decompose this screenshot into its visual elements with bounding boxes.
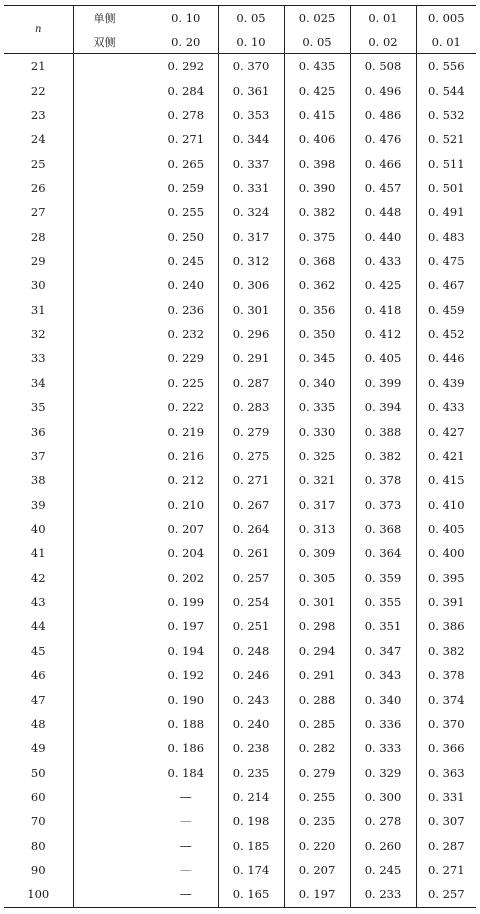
alpha-two-sided: 0. 10 (218, 30, 284, 54)
critical-value-cell: 0. 188 (167, 716, 205, 731)
critical-value-cell: 0. 246 (218, 663, 284, 687)
critical-value-cell: 0. 412 (350, 322, 416, 346)
critical-value-cell: 0. 378 (416, 663, 476, 687)
critical-value-cell: 0. 459 (416, 298, 476, 322)
table-row (4, 54, 476, 79)
critical-value-cell: 0. 496 (350, 78, 416, 102)
table-row (4, 760, 476, 784)
critical-value-cell: 0. 351 (350, 614, 416, 638)
critical-value-cell: 0. 271 (218, 468, 284, 492)
critical-value-cell: 0. 312 (218, 249, 284, 273)
critical-value-cell: 0. 388 (350, 419, 416, 443)
tail-spacer-cell (73, 127, 154, 151)
critical-value-cell: 0. 255 (167, 205, 205, 220)
critical-value-cell: 0. 405 (350, 346, 416, 370)
critical-value-cell: 0. 333 (350, 736, 416, 760)
critical-value-cell: 0. 255 (284, 785, 350, 809)
critical-value-cell: 0. 368 (284, 249, 350, 273)
critical-value-cell: 0. 240 (167, 278, 205, 293)
critical-value-cell: 0. 415 (416, 468, 476, 492)
one-sided-label: 单侧 (73, 6, 154, 31)
tail-spacer-cell (73, 371, 154, 395)
sample-size-cell: 45 (30, 643, 46, 658)
critical-value-cell: 0. 556 (416, 54, 476, 79)
critical-value-cell: 0. 245 (350, 858, 416, 882)
table-row (4, 395, 476, 419)
critical-value-cell: 0. 185 (218, 834, 284, 858)
critical-value-cell: 0. 233 (350, 882, 416, 907)
sample-size-cell: 36 (30, 424, 46, 439)
sample-size-cell: 24 (30, 132, 46, 147)
table-row (4, 322, 476, 346)
table-row (4, 200, 476, 224)
tail-spacer-cell (73, 834, 154, 858)
critical-value-cell: 0. 214 (218, 785, 284, 809)
tail-spacer-cell (73, 322, 154, 346)
tail-spacer-cell (73, 882, 154, 907)
critical-value-cell: 0. 398 (284, 151, 350, 175)
sample-size-cell: 35 (30, 400, 46, 415)
critical-values-table (4, 5, 476, 908)
critical-value-cell: 0. 347 (350, 639, 416, 663)
critical-value-cell: 0. 400 (416, 541, 476, 565)
critical-value-cell: 0. 296 (218, 322, 284, 346)
critical-value-cell: 0. 220 (284, 834, 350, 858)
table-row (4, 882, 476, 907)
critical-value-cell: 0. 440 (350, 225, 416, 249)
critical-value-cell: 0. 229 (167, 351, 205, 366)
critical-value-cell: 0. 336 (350, 712, 416, 736)
critical-value-cell: 0. 275 (218, 444, 284, 468)
tail-spacer-cell (73, 78, 154, 102)
critical-value-cell: 0. 301 (218, 298, 284, 322)
table-row (4, 273, 476, 297)
critical-value-cell: — (179, 838, 192, 853)
sample-size-cell: 90 (30, 863, 46, 878)
critical-value-cell: 0. 331 (218, 176, 284, 200)
sample-size-cell: 100 (4, 882, 73, 907)
sample-size-cell: 33 (30, 351, 46, 366)
table-row (4, 103, 476, 127)
tail-spacer-cell (73, 273, 154, 297)
critical-value-cell: 0. 345 (284, 346, 350, 370)
critical-value-cell: 0. 356 (284, 298, 350, 322)
critical-value-cell: 0. 374 (416, 687, 476, 711)
tail-spacer-cell (73, 736, 154, 760)
critical-value-cell: 0. 271 (167, 132, 205, 147)
critical-value-cell: 0. 207 (167, 522, 205, 536)
tail-spacer-cell (73, 54, 154, 79)
table-row (4, 614, 476, 638)
table-row (4, 371, 476, 395)
critical-value-cell: 0. 261 (218, 541, 284, 565)
critical-value-cell: 0. 235 (218, 760, 284, 784)
critical-value-cell: 0. 202 (167, 570, 205, 585)
critical-value-cell: 0. 238 (218, 736, 284, 760)
sample-size-cell: 38 (30, 473, 46, 488)
critical-value-cell: 0. 282 (284, 736, 350, 760)
critical-value-cell: — (179, 789, 192, 804)
critical-value-cell: 0. 225 (167, 375, 205, 390)
table-row (4, 517, 476, 541)
sample-size-cell: 31 (30, 302, 46, 317)
critical-value-cell: 0. 373 (350, 492, 416, 516)
critical-value-cell: 0. 466 (350, 151, 416, 175)
critical-value-cell: 0. 448 (350, 200, 416, 224)
critical-value-cell: 0. 192 (167, 668, 205, 683)
critical-value-cell: — (179, 863, 192, 878)
sample-size-cell: 32 (30, 327, 46, 342)
critical-value-cell: 0. 375 (284, 225, 350, 249)
n-column-header: n (4, 6, 73, 54)
critical-value-cell: 0. 394 (350, 395, 416, 419)
sample-size-cell: 29 (30, 254, 46, 269)
critical-value-cell: 0. 278 (350, 809, 416, 833)
alpha-one-sided: 0. 025 (284, 6, 350, 31)
table-row (4, 785, 476, 809)
critical-value-cell: 0. 340 (284, 371, 350, 395)
critical-value-cell: 0. 486 (350, 103, 416, 127)
table-row (4, 541, 476, 565)
critical-value-cell: 0. 361 (218, 78, 284, 102)
critical-value-cell: 0. 288 (284, 687, 350, 711)
sample-size-cell: 40 (30, 522, 46, 536)
critical-value-cell: 0. 271 (416, 858, 476, 882)
sample-size-cell: 27 (30, 205, 46, 220)
table-row (4, 492, 476, 516)
critical-value-cell: 0. 439 (416, 371, 476, 395)
critical-value-cell: 0. 452 (416, 322, 476, 346)
critical-value-cell: 0. 382 (350, 444, 416, 468)
critical-value-cell: 0. 508 (350, 54, 416, 79)
sample-size-cell: 23 (30, 107, 46, 122)
sample-size-cell: 47 (30, 692, 46, 707)
alpha-two-sided: 0. 02 (350, 30, 416, 54)
sample-size-cell: 30 (30, 278, 46, 293)
tail-spacer-cell (73, 590, 154, 614)
critical-value-cell: 0. 362 (284, 273, 350, 297)
critical-value-cell: 0. 194 (167, 643, 205, 658)
tail-spacer-cell (73, 712, 154, 736)
critical-value-cell: 0. 382 (284, 200, 350, 224)
alpha-two-sided: 0. 20 (154, 30, 218, 54)
critical-value-cell: 0. 418 (350, 298, 416, 322)
sample-size-cell: 37 (30, 448, 46, 463)
table-row (4, 225, 476, 249)
tail-spacer-cell (73, 639, 154, 663)
table-row (4, 687, 476, 711)
critical-value-cell: 0. 222 (167, 400, 205, 415)
critical-value-cell: 0. 243 (218, 687, 284, 711)
critical-value-cell: 0. 405 (416, 517, 476, 541)
tail-spacer-cell (73, 249, 154, 273)
critical-value-cell: 0. 284 (167, 83, 205, 98)
table-row (4, 346, 476, 370)
table-row (4, 834, 476, 858)
critical-value-cell: 0. 363 (416, 760, 476, 784)
critical-value-cell: 0. 476 (350, 127, 416, 151)
table-row (4, 419, 476, 443)
critical-value-cell: 0. 300 (350, 785, 416, 809)
critical-value-cell: 0. 279 (218, 419, 284, 443)
table-row (4, 736, 476, 760)
critical-value-cell: 0. 386 (416, 614, 476, 638)
tail-spacer-cell (73, 517, 154, 541)
table-row (4, 663, 476, 687)
critical-value-cell: 0. 370 (416, 712, 476, 736)
critical-value-cell: 0. 240 (218, 712, 284, 736)
critical-value-cell: 0. 285 (284, 712, 350, 736)
critical-value-cell: 0. 532 (416, 103, 476, 127)
critical-value-cell: — (179, 814, 192, 829)
critical-value-cell: 0. 353 (218, 103, 284, 127)
table-row (4, 298, 476, 322)
critical-value-cell: 0. 410 (416, 492, 476, 516)
critical-value-cell: 0. 309 (284, 541, 350, 565)
critical-value-cell: 0. 321 (284, 468, 350, 492)
critical-value-cell: 0. 283 (218, 395, 284, 419)
critical-value-cell: 0. 232 (167, 327, 205, 342)
critical-value-cell: 0. 198 (218, 809, 284, 833)
tail-spacer-cell (73, 858, 154, 882)
critical-value-cell: 0. 260 (350, 834, 416, 858)
alpha-one-sided: 0. 005 (416, 6, 476, 31)
critical-value-cell: 0. 337 (218, 151, 284, 175)
sample-size-cell: 70 (30, 814, 46, 829)
tail-spacer-cell (73, 614, 154, 638)
critical-value-cell: 0. 421 (416, 444, 476, 468)
critical-value-cell: 0. 521 (416, 127, 476, 151)
alpha-one-sided: 0. 05 (218, 6, 284, 31)
table-row (4, 858, 476, 882)
sample-size-cell: 60 (30, 789, 46, 804)
critical-value-cell: 0. 340 (350, 687, 416, 711)
critical-value-cell: 0. 457 (350, 176, 416, 200)
critical-value-cell: 0. 331 (416, 785, 476, 809)
critical-value-cell: 0. 483 (416, 225, 476, 249)
critical-value-cell: 0. 307 (416, 809, 476, 833)
critical-value-cell: 0. 235 (284, 809, 350, 833)
critical-value-cell: 0. 368 (350, 517, 416, 541)
table-row (4, 249, 476, 273)
tail-spacer-cell (73, 492, 154, 516)
table-row (4, 468, 476, 492)
critical-value-cell: 0. 378 (350, 468, 416, 492)
sample-size-cell: 34 (30, 375, 46, 390)
critical-value-cell: 0. 278 (167, 107, 205, 122)
tail-spacer-cell (73, 566, 154, 590)
critical-value-cell: 0. 291 (218, 346, 284, 370)
critical-value-cell: 0. 184 (167, 765, 205, 780)
critical-value-cell: 0. 251 (218, 614, 284, 638)
critical-value-cell: 0. 425 (350, 273, 416, 297)
critical-value-cell: 0. 248 (218, 639, 284, 663)
sample-size-cell: 28 (30, 229, 46, 244)
sample-size-cell: 21 (30, 59, 46, 74)
critical-value-cell: 0. 265 (167, 156, 205, 171)
critical-value-cell: 0. 245 (167, 254, 205, 269)
sample-size-cell: 26 (30, 180, 46, 195)
sample-size-cell: 39 (30, 497, 46, 512)
tail-spacer-cell (73, 419, 154, 443)
critical-value-cell: 0. 190 (167, 692, 205, 707)
critical-value-cell: 0. 317 (218, 225, 284, 249)
table-row (4, 590, 476, 614)
critical-value-cell: 0. 287 (416, 834, 476, 858)
critical-value-cell: 0. 210 (167, 497, 205, 512)
sample-size-cell: 25 (30, 156, 46, 171)
critical-value-cell: 0. 197 (167, 619, 205, 634)
critical-value-cell: 0. 317 (284, 492, 350, 516)
critical-value-cell: 0. 292 (167, 59, 205, 74)
alpha-one-sided: 0. 10 (154, 6, 218, 31)
sample-size-cell: 42 (30, 570, 46, 585)
sample-size-cell: 48 (30, 716, 46, 731)
critical-value-cell: 0. 425 (284, 78, 350, 102)
critical-value-cell: 0. 325 (284, 444, 350, 468)
critical-value-cell: 0. 174 (218, 858, 284, 882)
critical-value-cell: 0. 511 (416, 151, 476, 175)
critical-value-cell: 0. 406 (284, 127, 350, 151)
critical-value-cell: 0. 267 (218, 492, 284, 516)
critical-value-cell: 0. 207 (284, 858, 350, 882)
critical-value-cell: 0. 259 (167, 180, 205, 195)
critical-value-cell: 0. 446 (416, 346, 476, 370)
critical-value-cell: 0. 344 (218, 127, 284, 151)
critical-value-cell: — (154, 882, 218, 907)
table-body (4, 54, 476, 908)
critical-value-cell: 0. 313 (284, 517, 350, 541)
table-row (4, 176, 476, 200)
critical-value-cell: 0. 330 (284, 419, 350, 443)
tail-spacer-cell (73, 444, 154, 468)
sample-size-cell: 80 (30, 838, 46, 853)
critical-value-cell: 0. 219 (167, 424, 205, 439)
sample-size-cell: 50 (30, 765, 46, 780)
table-row (4, 566, 476, 590)
critical-value-cell: 0. 350 (284, 322, 350, 346)
tail-spacer-cell (73, 468, 154, 492)
table-row (4, 127, 476, 151)
critical-value-cell: 0. 399 (350, 371, 416, 395)
sample-size-cell: 49 (30, 741, 46, 756)
critical-value-cell: 0. 390 (284, 176, 350, 200)
critical-value-cell: 0. 433 (416, 395, 476, 419)
critical-value-cell: 0. 370 (218, 54, 284, 79)
critical-value-cell: 0. 254 (218, 590, 284, 614)
tail-spacer-cell (73, 760, 154, 784)
table-row (4, 78, 476, 102)
sample-size-cell: 44 (30, 619, 46, 634)
critical-value-cell: 0. 382 (416, 639, 476, 663)
critical-value-cell: 0. 204 (167, 546, 205, 561)
critical-value-cell: 0. 197 (284, 882, 350, 907)
critical-value-cell: 0. 305 (284, 566, 350, 590)
critical-value-cell: 0. 306 (218, 273, 284, 297)
tail-spacer-cell (73, 687, 154, 711)
table-row (4, 151, 476, 175)
critical-value-cell: 0. 165 (218, 882, 284, 907)
critical-value-cell: 0. 301 (284, 590, 350, 614)
table-row (4, 639, 476, 663)
critical-value-cell: 0. 467 (416, 273, 476, 297)
critical-value-cell: 0. 335 (284, 395, 350, 419)
critical-value-cell: 0. 294 (284, 639, 350, 663)
critical-value-cell: 0. 364 (350, 541, 416, 565)
critical-value-cell: 0. 475 (416, 249, 476, 273)
alpha-two-sided: 0. 01 (416, 30, 476, 54)
critical-value-cell: 0. 324 (218, 200, 284, 224)
critical-value-cell: 0. 427 (416, 419, 476, 443)
critical-value-cell: 0. 257 (218, 566, 284, 590)
critical-value-cell: 0. 366 (416, 736, 476, 760)
tail-spacer-cell (73, 541, 154, 565)
critical-value-cell: 0. 257 (416, 882, 476, 907)
critical-value-cell: 0. 216 (167, 448, 205, 463)
tail-spacer-cell (73, 176, 154, 200)
critical-value-cell: 0. 395 (416, 566, 476, 590)
critical-value-cell: 0. 359 (350, 566, 416, 590)
critical-value-cell: 0. 329 (350, 760, 416, 784)
tail-spacer-cell (73, 809, 154, 833)
tail-spacer-cell (73, 151, 154, 175)
critical-value-cell: 0. 501 (416, 176, 476, 200)
critical-value-cell: 0. 212 (167, 473, 205, 488)
sample-size-cell: 46 (30, 668, 46, 683)
tail-spacer-cell (73, 200, 154, 224)
sample-size-cell: 41 (30, 546, 46, 561)
sample-size-cell: 43 (30, 595, 46, 610)
critical-value-cell: 0. 264 (218, 517, 284, 541)
critical-value-cell: 0. 298 (284, 614, 350, 638)
critical-value-cell: 0. 291 (284, 663, 350, 687)
tail-spacer-cell (73, 395, 154, 419)
critical-value-cell: 0. 287 (218, 371, 284, 395)
alpha-one-sided: 0. 01 (350, 6, 416, 31)
tail-spacer-cell (73, 346, 154, 370)
table-row (4, 712, 476, 736)
tail-spacer-cell (73, 298, 154, 322)
critical-value-cell: 0. 491 (416, 200, 476, 224)
critical-values-table-sheet (4, 5, 476, 906)
sample-size-cell: 22 (30, 83, 46, 98)
tail-spacer-cell (73, 103, 154, 127)
critical-value-cell: 0. 250 (167, 229, 205, 244)
critical-value-cell: 0. 199 (167, 595, 205, 610)
critical-value-cell: 0. 415 (284, 103, 350, 127)
tail-spacer-cell (73, 663, 154, 687)
critical-value-cell: 0. 279 (284, 760, 350, 784)
critical-value-cell: 0. 343 (350, 663, 416, 687)
table-row (4, 809, 476, 833)
alpha-two-sided: 0. 05 (284, 30, 350, 54)
critical-value-cell: 0. 433 (350, 249, 416, 273)
critical-value-cell: 0. 544 (416, 78, 476, 102)
tail-spacer-cell (73, 785, 154, 809)
two-sided-label: 双侧 (73, 30, 154, 54)
table-row (4, 444, 476, 468)
critical-value-cell: 0. 391 (416, 590, 476, 614)
critical-value-cell: 0. 186 (167, 741, 205, 756)
critical-value-cell: 0. 355 (350, 590, 416, 614)
tail-spacer-cell (73, 225, 154, 249)
critical-value-cell: 0. 435 (284, 54, 350, 79)
critical-value-cell: 0. 236 (167, 302, 205, 317)
